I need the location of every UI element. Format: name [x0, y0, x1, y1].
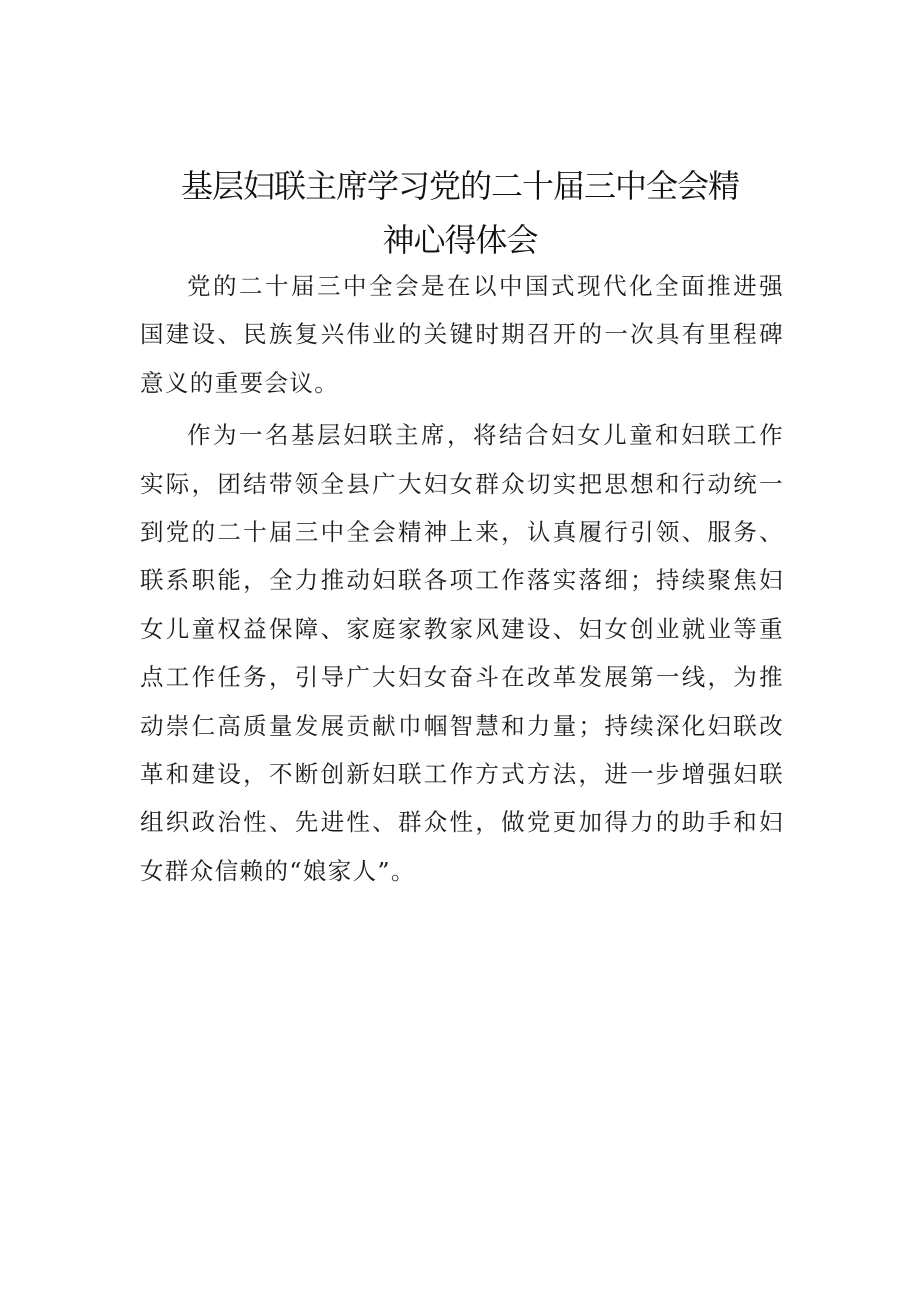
title-line-1: 基层妇联主席学习党的二十届三中全会精	[180, 167, 739, 206]
paragraph-2: 作为一名基层妇联主席，将结合妇女儿童和妇联工作实际，团结带领全县广大妇女群众切实把思想和行动统一到党的二十届三中全会精神上来，认真履行引领、服务、联系职能，全力推动妇联各项工作落实落细；持续聚焦妇女儿童权益保障、家庭家教家风建设、妇女创业就业等重点工作任务，引导广大妇女奋斗在改革发展第一线，为推动崇仁高质量发展贡献巾帼智慧和力量；持续深化妇联改革和建设，不断创新妇联工作方式方法，进一步增强妇联组织政治性、先进性、群众性，做党更加得力的助手和妇女群众信赖的“娘家人”。	[140, 421, 784, 885]
document-title	[140, 159, 780, 267]
paragraph-1: 党的二十届三中全会是在以中国式现代化全面推进强国建设、民族复兴伟业的关键时期召开的一次具有里程碑意义的重要会议。	[140, 272, 784, 397]
title-line-2: 神心得体会	[382, 221, 538, 260]
document-body	[140, 262, 784, 895]
